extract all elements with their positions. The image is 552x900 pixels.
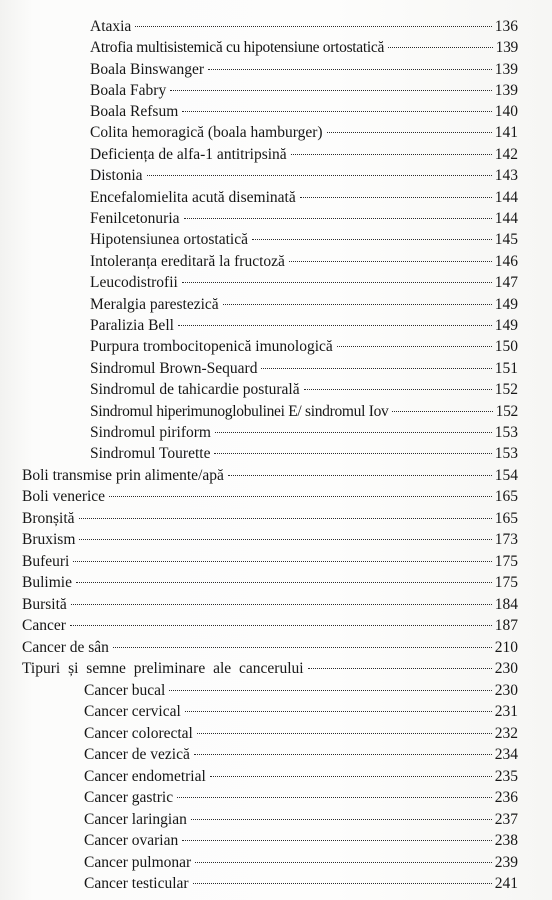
toc-leader-dots	[170, 90, 492, 91]
toc-entry-page: 144	[494, 210, 518, 227]
toc-entry-title: Encefalomielita acută diseminată	[90, 189, 296, 206]
toc-entry-title: Bronșită	[22, 510, 75, 527]
toc-entry-title: Sindromul hiperimunoglobulinei E/ sindromul Iov	[90, 403, 389, 420]
toc-entry-title: Intoleranța ereditară la fructoză	[90, 253, 285, 270]
toc-leader-dots	[195, 862, 492, 863]
toc-entry-title: Hipotensiunea ortostatică	[90, 231, 248, 248]
toc-entry-page: 237	[494, 811, 518, 828]
toc-entry[interactable]	[84, 744, 518, 766]
toc-entry-page: 139	[494, 82, 518, 99]
toc-entry-page: 230	[494, 682, 518, 699]
toc-entry-title: Colita hemoragică (boala hamburger)	[90, 124, 323, 141]
toc-entry-page: 239	[494, 854, 518, 871]
toc-entry[interactable]	[22, 551, 518, 573]
toc-leader-dots	[304, 389, 492, 390]
toc-entry[interactable]	[22, 637, 518, 659]
toc-leader-dots	[182, 840, 492, 841]
toc-entry[interactable]	[84, 723, 518, 745]
toc-leader-dots	[327, 132, 492, 133]
toc-entry-page: 144	[494, 189, 518, 206]
toc-entry-title: Cancer de sân	[22, 639, 109, 656]
toc-entry-title: Leucodistrofii	[90, 274, 178, 291]
toc-leader-dots	[79, 539, 491, 540]
toc-leader-dots	[388, 47, 493, 48]
toc-leader-dots	[178, 325, 492, 326]
toc-leader-dots	[223, 304, 492, 305]
toc-entry[interactable]	[22, 615, 518, 637]
toc-entry-page: 234	[494, 746, 518, 763]
toc-leader-dots	[210, 776, 492, 777]
toc-entry[interactable]	[90, 422, 518, 444]
toc-entry[interactable]	[84, 766, 518, 788]
toc-entry[interactable]	[90, 294, 518, 316]
toc-entry-page: 153	[494, 424, 518, 441]
toc-entry[interactable]	[84, 701, 518, 723]
toc-entry[interactable]	[22, 486, 518, 508]
toc-leader-dots	[214, 453, 491, 454]
toc-entry[interactable]	[90, 443, 518, 465]
toc-entry[interactable]	[90, 16, 518, 38]
toc-entry-title: Tipuri și semne preliminare ale cancerului	[22, 660, 304, 677]
toc-entry-title: Bursită	[22, 596, 67, 613]
toc-entry-page: 184	[494, 596, 518, 613]
toc-entry-page: 142	[494, 146, 518, 163]
toc-entry[interactable]	[90, 187, 518, 209]
toc-entry-page: 151	[494, 360, 518, 377]
toc-leader-dots	[289, 261, 492, 262]
toc-entry[interactable]	[90, 358, 518, 380]
toc-entry-title: Cancer de vezică	[84, 746, 190, 763]
toc-entry-title: Boli transmise prin alimente/apă	[22, 467, 224, 484]
toc-entry-page: 187	[494, 617, 518, 634]
toc-leader-dots	[177, 797, 492, 798]
toc-entry-title: Purpura trombocitopenică imunologică	[90, 338, 333, 355]
toc-leader-dots	[252, 239, 492, 240]
toc-entry-page: 149	[494, 296, 518, 313]
toc-leader-dots	[76, 582, 492, 583]
toc-entry[interactable]	[90, 379, 518, 401]
toc-entry-title: Fenilcetonuria	[90, 210, 180, 227]
toc-entry-page: 173	[494, 531, 518, 548]
toc-entry[interactable]	[90, 122, 518, 144]
toc-entry[interactable]	[84, 787, 518, 809]
toc-leader-dots	[184, 218, 492, 219]
toc-entry[interactable]	[90, 272, 518, 294]
toc-entry[interactable]	[90, 336, 518, 358]
toc-entry[interactable]	[22, 594, 518, 616]
toc-entry-page: 153	[494, 445, 518, 462]
toc-entry[interactable]	[90, 401, 518, 423]
toc-leader-dots	[337, 346, 492, 347]
toc-leader-dots	[147, 175, 492, 176]
toc-entry[interactable]	[90, 165, 518, 187]
toc-entry-title: Paralizia Bell	[90, 317, 174, 334]
toc-entry-title: Sindromul de tahicardie posturală	[90, 381, 300, 398]
toc-leader-dots	[261, 368, 491, 369]
toc-leader-dots	[392, 411, 492, 412]
toc-leader-dots	[113, 647, 492, 648]
toc-entry-page: 235	[494, 768, 518, 785]
toc-entry-page: 140	[494, 103, 518, 120]
toc-entry-title: Cancer ovarian	[84, 832, 179, 849]
toc-leader-dots	[185, 711, 492, 712]
toc-leader-dots	[109, 496, 492, 497]
toc-entry[interactable]	[22, 658, 518, 680]
toc-entry-title: Cancer	[22, 617, 66, 634]
toc-entry[interactable]	[90, 251, 518, 273]
toc-entry-title: Cancer bucal	[84, 682, 166, 699]
toc-leader-dots	[182, 111, 492, 112]
toc-entry-title: Distonia	[90, 167, 143, 184]
toc-entry[interactable]	[90, 37, 518, 59]
toc-entry[interactable]	[90, 80, 518, 102]
toc-entry-page: 175	[494, 574, 518, 591]
toc-leader-dots	[191, 819, 492, 820]
toc-leader-dots	[73, 561, 491, 562]
toc-entry[interactable]	[84, 852, 518, 874]
toc-entry-page: 143	[494, 167, 518, 184]
toc-entry-page: 149	[494, 317, 518, 334]
toc-leader-dots	[71, 604, 492, 605]
toc-entry[interactable]	[84, 830, 518, 852]
toc-entry-page: 147	[494, 274, 518, 291]
toc-entry[interactable]	[84, 809, 518, 831]
toc-entry-page: 210	[494, 639, 518, 656]
toc-entry-page: 232	[494, 725, 518, 742]
toc-entry-page: 146	[494, 253, 518, 270]
toc-entry[interactable]	[22, 572, 518, 594]
toc-entry-title: Cancer gastric	[84, 789, 174, 806]
toc-entry-page: 139	[495, 39, 518, 56]
toc-leader-dots	[208, 69, 492, 70]
toc-entry-title: Atrofia multisistemică cu hipotensiune ortostatică	[90, 39, 385, 56]
toc-entry-title: Sindromul piriform	[90, 424, 211, 441]
toc-entry-page: 145	[494, 231, 518, 248]
toc-entry-title: Cancer testicular	[84, 875, 189, 892]
toc-entry-page: 175	[494, 553, 518, 570]
toc-entry-page: 152	[495, 403, 518, 420]
toc-entry-title: Cancer laringian	[84, 811, 187, 828]
toc-entry[interactable]	[84, 873, 518, 895]
toc-entry-title: Boli venerice	[22, 488, 106, 505]
toc-entry[interactable]	[22, 465, 518, 487]
toc-leader-dots	[228, 475, 492, 476]
toc-leader-dots	[197, 733, 492, 734]
toc-entry-page: 231	[494, 703, 518, 720]
toc-entry-title: Cancer cervical	[84, 703, 181, 720]
toc-entry[interactable]	[90, 315, 518, 337]
toc-entry[interactable]	[22, 508, 518, 530]
toc-leader-dots	[300, 197, 492, 198]
toc-entry-title: Sindromul Tourette	[90, 445, 211, 462]
toc-leader-dots	[135, 26, 491, 27]
toc-entry-title: Ataxia	[90, 18, 132, 35]
toc-entry-page: 238	[494, 832, 518, 849]
toc-leader-dots	[193, 883, 492, 884]
toc-entry-page: 141	[494, 124, 518, 141]
toc-entry-title: Cancer endometrial	[84, 768, 206, 785]
toc-entry-title: Boala Refsum	[90, 103, 179, 120]
toc-entry-page: 165	[494, 488, 518, 505]
toc-entry[interactable]	[90, 208, 518, 230]
toc-leader-dots	[182, 282, 492, 283]
toc-entry-page: 150	[494, 338, 518, 355]
toc-entry-page: 241	[494, 875, 518, 892]
toc-entry-page: 230	[494, 660, 518, 677]
toc-entry-title: Bruxism	[22, 531, 76, 548]
toc-entry-title: Meralgia parestezică	[90, 296, 219, 313]
toc-leader-dots	[169, 690, 491, 691]
toc-entry-page: 139	[494, 61, 518, 78]
toc-leader-dots	[215, 432, 492, 433]
toc-leader-dots	[291, 154, 492, 155]
toc-entry[interactable]	[90, 101, 518, 123]
toc-entry[interactable]	[84, 680, 518, 702]
toc-entry-title: Sindromul Brown-Sequard	[90, 360, 258, 377]
toc-entry-page: 152	[494, 381, 518, 398]
toc-entry-title: Cancer colorectal	[84, 725, 193, 742]
toc-entry-title: Boala Fabry	[90, 82, 167, 99]
toc-leader-dots	[79, 518, 492, 519]
toc-entry-page: 236	[494, 789, 518, 806]
toc-entry[interactable]	[90, 144, 518, 166]
toc-entry[interactable]	[22, 529, 518, 551]
toc-entry-title: Bulimie	[22, 574, 72, 591]
toc-entry-page: 165	[494, 510, 518, 527]
toc-leader-dots	[308, 668, 492, 669]
toc-entry-page: 136	[494, 18, 518, 35]
toc-entry-title: Deficiența de alfa-1 antitripsină	[90, 146, 287, 163]
toc-entry-page: 154	[494, 467, 518, 484]
toc-leader-dots	[70, 625, 492, 626]
toc-entry[interactable]	[90, 229, 518, 251]
toc-entry[interactable]	[90, 59, 518, 81]
toc-entry-title: Boala Binswanger	[90, 61, 205, 78]
toc-leader-dots	[194, 754, 492, 755]
toc-entry-title: Bufeuri	[22, 553, 70, 570]
toc-entry-title: Cancer pulmonar	[84, 854, 192, 871]
